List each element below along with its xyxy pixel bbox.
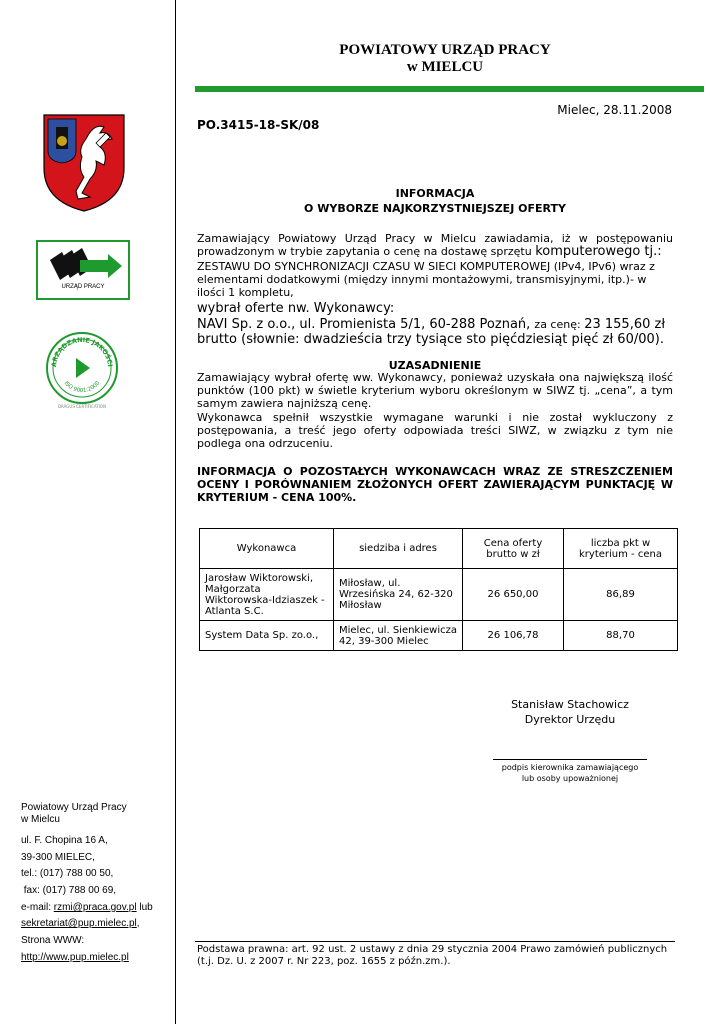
- email-link-1[interactable]: rzmi@praca.gov.pl: [53, 902, 137, 913]
- justification-paragraph-2: Wykonawca spełnił wszystkie wymagane warunki i nie został wykluczony z postępowania, a treść jego oferty odpowiada treści SIWZ, w związku z tym nie podlega ona odrzuceniu.: [197, 411, 673, 450]
- sidebar-email: e-mail: rzmi@praca.gov.pl lub: [21, 902, 153, 913]
- office-header: [330, 42, 560, 76]
- signatory-role: Dyrektor Urzędu: [524, 713, 616, 726]
- legal-basis: Podstawa prawna: art. 92 ust. 2 ustawy z dnia 29 stycznia 2004 Prawo zamówień publicznych (t.j. Dz. U. z 2007 r. Nr 223, poz. 1655 z późn.zm.).: [197, 944, 668, 967]
- points-cell: 86,89: [564, 569, 678, 621]
- winner-details: NAVI Sp. z o.o., ul. Promienista 5/1, 60-288 Poznań, za cenę: 23 155,60 zł brutto (słownie: dwadzieścia trzy tysiące sto pięćdziesiąt pięć zł 60/00).: [197, 317, 666, 347]
- sidebar-fax: fax: (017) 788 00 69,: [21, 885, 117, 896]
- winner-intro: wybrał oferte nw. Wykonawcy:: [197, 301, 395, 316]
- vertical-divider: [175, 0, 176, 1024]
- cert-top-text: ARZĄDZANIE JAKOŚCI: [49, 335, 114, 368]
- points-cell: 88,70: [564, 621, 678, 651]
- email-link-2[interactable]: sekretariat@pup.mielec.pl: [21, 918, 137, 929]
- price-cell: 26 650,00: [463, 569, 564, 621]
- address-cell: Miłosław, ul. Wrzesińska 24, 62-320 Miłosław: [334, 569, 463, 621]
- office-name: POWIATOWY URZĄD PRACY: [339, 42, 551, 58]
- header-green-bar: [195, 86, 704, 92]
- offers-table: [199, 528, 678, 651]
- reference-number: PO.3415-18-SK/08: [197, 118, 320, 132]
- sidebar-www-label: Strona WWW:: [21, 935, 85, 946]
- labour-office-logo: [36, 240, 130, 300]
- sidebar-city: 39-300 MIELEC,: [21, 852, 95, 863]
- table-row: [200, 569, 678, 621]
- signature-line: [493, 759, 647, 760]
- cert-iso-text: ISO 9001:2000: [62, 380, 102, 395]
- intro-paragraph: Zamawiający Powiatowy Urząd Pracy w Mielcu zawiadamia, iż w postępowaniu prowadzonym w trybie zapytania o cenę na dostawę sprzętu komputerowego tj.:: [197, 232, 673, 259]
- header-cell: liczba pkt w kryterium - cena: [564, 529, 678, 569]
- other-contractors-heading: INFORMACJA O POZOSTAŁYCH WYKONAWCACH WRAZ ZE STRESZCZENIEM OCENY I PORÓWNANIEM ZŁOŻONYCH OFERT ZAWIERAJĄCYM PUNKTACJĘ W KRYTERIUM - CENA 100%.: [197, 465, 673, 504]
- sidebar-street: ul. F. Chopina 16 A,: [21, 835, 108, 846]
- contractor-cell: System Data Sp. zo.o.,: [200, 621, 334, 651]
- document-date: Mielec, 28.11.2008: [557, 103, 672, 117]
- cert-bottom-text: DRAGUS CERTIFICATION: [57, 404, 107, 409]
- header-cell: siedziba i adres: [334, 529, 463, 569]
- price-cell: 26 106,78: [463, 621, 564, 651]
- header-cell: Wykonawca: [200, 529, 334, 569]
- table-header-row: [200, 529, 678, 569]
- sidebar-email-2: sekretariat@pup.mielec.pl,: [21, 918, 140, 929]
- signatory-name: Stanisław Stachowicz: [511, 698, 629, 711]
- header-cell: Cena oferty brutto w zł: [463, 529, 564, 569]
- sidebar-phone: tel.: (017) 788 00 50,: [21, 868, 114, 879]
- coat-of-arms-logo: [42, 113, 126, 213]
- labour-office-label: URZĄD PRACY: [61, 284, 105, 290]
- contractor-cell: Jarosław Wiktorowski, Małgorzata Wiktorowska-Idziaszek - Atlanta S.C.: [200, 569, 334, 621]
- quality-certification-seal: [44, 330, 120, 409]
- signature-caption: podpis kierownika zamawiającego lub osoby upoważnionej: [501, 763, 639, 783]
- justification-paragraph-1: Zamawiający wybrał ofertę ww. Wykonawcy, ponieważ uzyskała ona największą ilość punktów (100 pkt) w świetle kryterium wyboru określonym w SIWZ tj. „cena”, a tym samym zawiera najniższą cenę.: [197, 371, 673, 410]
- document-title: INFORMACJA O WYBORZE NAJKORZYSTNIEJSZEJ OFERTY: [304, 187, 566, 215]
- sidebar-office-name: Powiatowy Urząd Pracy w Mielcu: [21, 802, 127, 825]
- website-link[interactable]: http://www.pup.mielec.pl: [21, 952, 129, 963]
- office-city: w MIELCU: [406, 59, 484, 75]
- sidebar-www: [21, 952, 129, 964]
- address-cell: Mielec, ul. Sienkiewicza 42, 39-300 Mielec: [334, 621, 463, 651]
- signature-block: [480, 697, 660, 727]
- footer-line: [195, 941, 675, 942]
- table-row: [200, 621, 678, 651]
- intro-subject: ZESTAWU DO SYNCHRONIZACJI CZASU W SIECI KOMPUTEROWEJ (IPv4, IPv6) wraz z elementami dodatkowymi (między innymi montażowymi, transmisyjnymi, itp.)- w ilości 1 kompletu,: [197, 260, 655, 299]
- justification-heading: UZASADNIENIE: [388, 359, 482, 372]
